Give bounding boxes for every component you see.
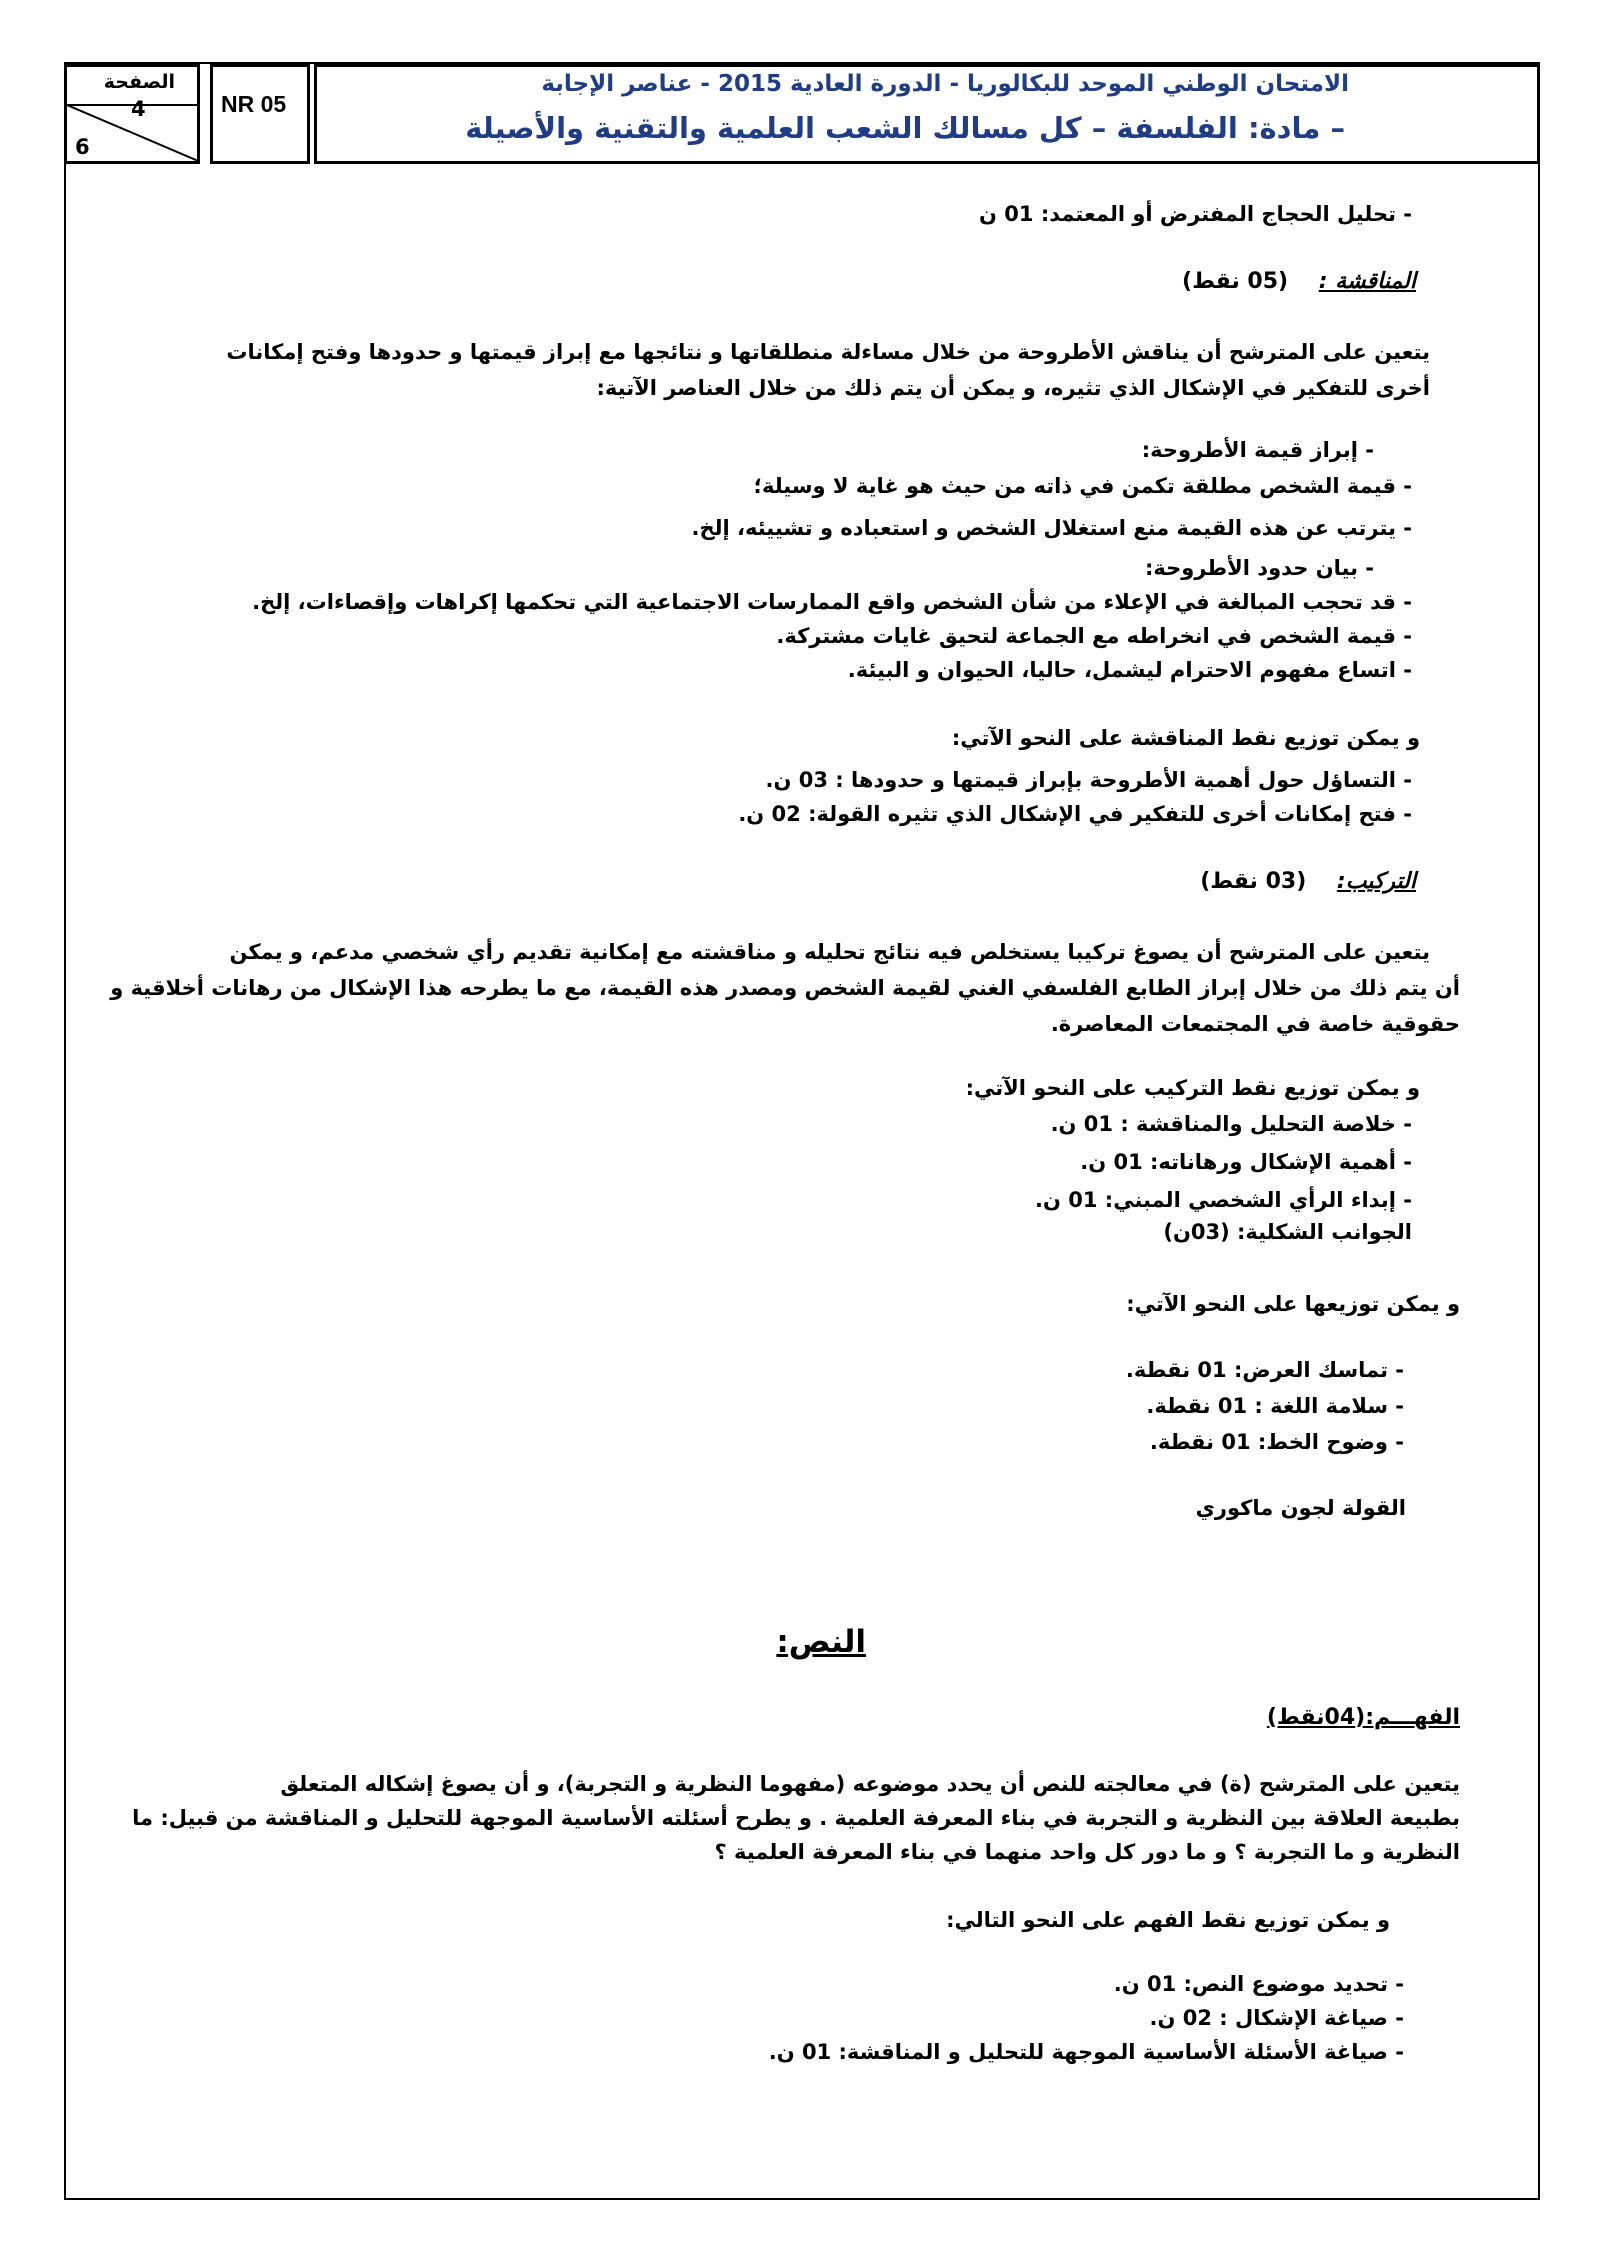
list-item: - سلامة اللغة : 01 نقطة.: [1146, 1394, 1404, 1418]
heading-points: (05 نقط): [1182, 269, 1289, 294]
list-item: - اتساع مفهوم الاحترام ليشمل، حاليا، الحيوان و البيئة.: [847, 658, 1412, 682]
list-item: - تماسك العرض: 01 نقطة.: [1125, 1358, 1404, 1382]
paragraph-line: أخرى للتفكير في الإشكال الذي تثيره، و يمكن أن يتم ذلك من خلال العناصر الآتية:: [596, 376, 1430, 400]
text-line: و يمكن توزيع نقط المناقشة على النحو الآتي:: [951, 726, 1420, 750]
paragraph-line: يتعين على المترشح (ة) في معالجته للنص أن يحدد موضوعه (مفهوما النظرية و التجربة)، و أن يصوغ إشكاله المتعلق: [280, 1772, 1460, 1796]
list-item: - قيمة الشخص مطلقة تكمن في ذاته من حيث هو غاية لا وسيلة؛: [753, 474, 1412, 498]
page-number-box: [64, 64, 200, 164]
section-heading-discussion: [1182, 266, 1416, 298]
paragraph-line: حقوقية خاصة في المجتمعات المعاصرة.: [1050, 1012, 1460, 1036]
text-line: - تحليل الحجاج المفترض أو المعتمد: 01 ن: [979, 202, 1412, 226]
exam-code: NR 05: [221, 91, 287, 117]
subject-title: – مادة: الفلسفة – كل مسالك الشعب العلمية والتقنية والأصيلة: [465, 111, 1345, 145]
list-item: - قيمة الشخص في انخراطه مع الجماعة لتحيق غايات مشتركة.: [776, 624, 1412, 648]
text-line: و يمكن توزيع نقط الفهم على النحو التالي:: [946, 1908, 1390, 1932]
paragraph-line: يتعين على المترشح أن يصوغ تركيبا يستخلص فيه نتائج تحليله و مناقشته مع إمكانية تقديم رأي شخصي مدعم، و يمكن: [229, 940, 1430, 964]
paragraph-line: يتعين على المترشح أن يناقش الأطروحة من خلال مساءلة منطلقاتها و نتائجها مع إبراز قيمتها و حدودها وفتح إمكانات: [226, 340, 1430, 364]
heading-points: (03 نقط): [1200, 869, 1307, 894]
list-item: - تحديد موضوع النص: 01 ن.: [1113, 1972, 1404, 1996]
list-item: - وضوح الخط: 01 نقطة.: [1149, 1430, 1404, 1454]
exam-code-box: [210, 64, 310, 164]
section-title-text: النص:: [776, 1624, 866, 1660]
heading-label: التركيب:: [1336, 869, 1416, 894]
list-item: - إبداء الرأي الشخصي المبني: 01 ن.: [1035, 1188, 1412, 1212]
list-item: - أهمية الإشكال ورهاناته: 01 ن.: [1080, 1150, 1412, 1174]
list-item: - إبراز قيمة الأطروحة:: [1141, 438, 1374, 462]
text-line: و يمكن توزيعها على النحو الآتي:: [1126, 1292, 1460, 1316]
section-heading-comprehension: الفهـــم:(04نقط): [1266, 1705, 1460, 1730]
list-item: - صياغة الأسئلة الأساسية الموجهة للتحليل و المناقشة: 01 ن.: [768, 2040, 1404, 2064]
list-item: - خلاصة التحليل والمناقشة : 01 ن.: [1050, 1112, 1412, 1136]
heading-label: المناقشة :: [1318, 269, 1416, 294]
list-item: - التساؤل حول أهمية الأطروحة بإبراز قيمتها و حدودها : 03 ن.: [765, 768, 1412, 792]
list-item: - صياغة الإشكال : 02 ن.: [1149, 2006, 1404, 2030]
text-line: الجوانب الشكلية: (03ن): [1163, 1220, 1412, 1244]
paragraph-line: أن يتم ذلك من خلال إبراز الطابع الفلسفي الغني لقيمة الشخص ومصدر هذه القيمة، مع ما يطرحه هذا الإشكال من رهانات أخلاقية و: [110, 976, 1460, 1000]
page-total: 6: [75, 135, 90, 159]
section-heading-synthesis: [1200, 866, 1416, 898]
list-item: - قد تحجب المبالغة في الإعلاء من شأن الشخص واقع الممارسات الاجتماعية التي تحكمها إكراهات وإقصاءات، إلخ.: [252, 590, 1412, 614]
page-label: الصفحة: [103, 71, 175, 93]
paragraph-line: النظرية و ما التجربة ؟ و ما دور كل واحد منهما في بناء المعرفة العلمية ؟: [714, 1840, 1460, 1864]
page-number: 4: [131, 97, 146, 121]
exam-title: الامتحان الوطني الموحد للبكالوريا - الدورة العادية 2015 - عناصر الإجابة: [541, 71, 1349, 97]
list-item: - فتح إمكانات أخرى للتفكير في الإشكال الذي تثيره القولة: 02 ن.: [738, 802, 1412, 826]
quote-attribution: القولة لجون ماكوري: [1195, 1496, 1406, 1520]
title-box: [314, 64, 1540, 164]
list-item: - بيان حدود الأطروحة:: [1144, 556, 1374, 580]
text-line: و يمكن توزيع نقط التركيب على النحو الآتي:: [965, 1076, 1420, 1100]
paragraph-line: بطبيعة العلاقة بين النظرية و التجربة في بناء المعرفة العلمية . و يطرح أسئلته الأساسية الموجهة للتحليل و المناقشة من قبيل: ما: [132, 1806, 1460, 1830]
list-item: - يترتب عن هذه القيمة منع استغلال الشخص و استعباده و تشييئه، إلخ.: [691, 516, 1412, 540]
